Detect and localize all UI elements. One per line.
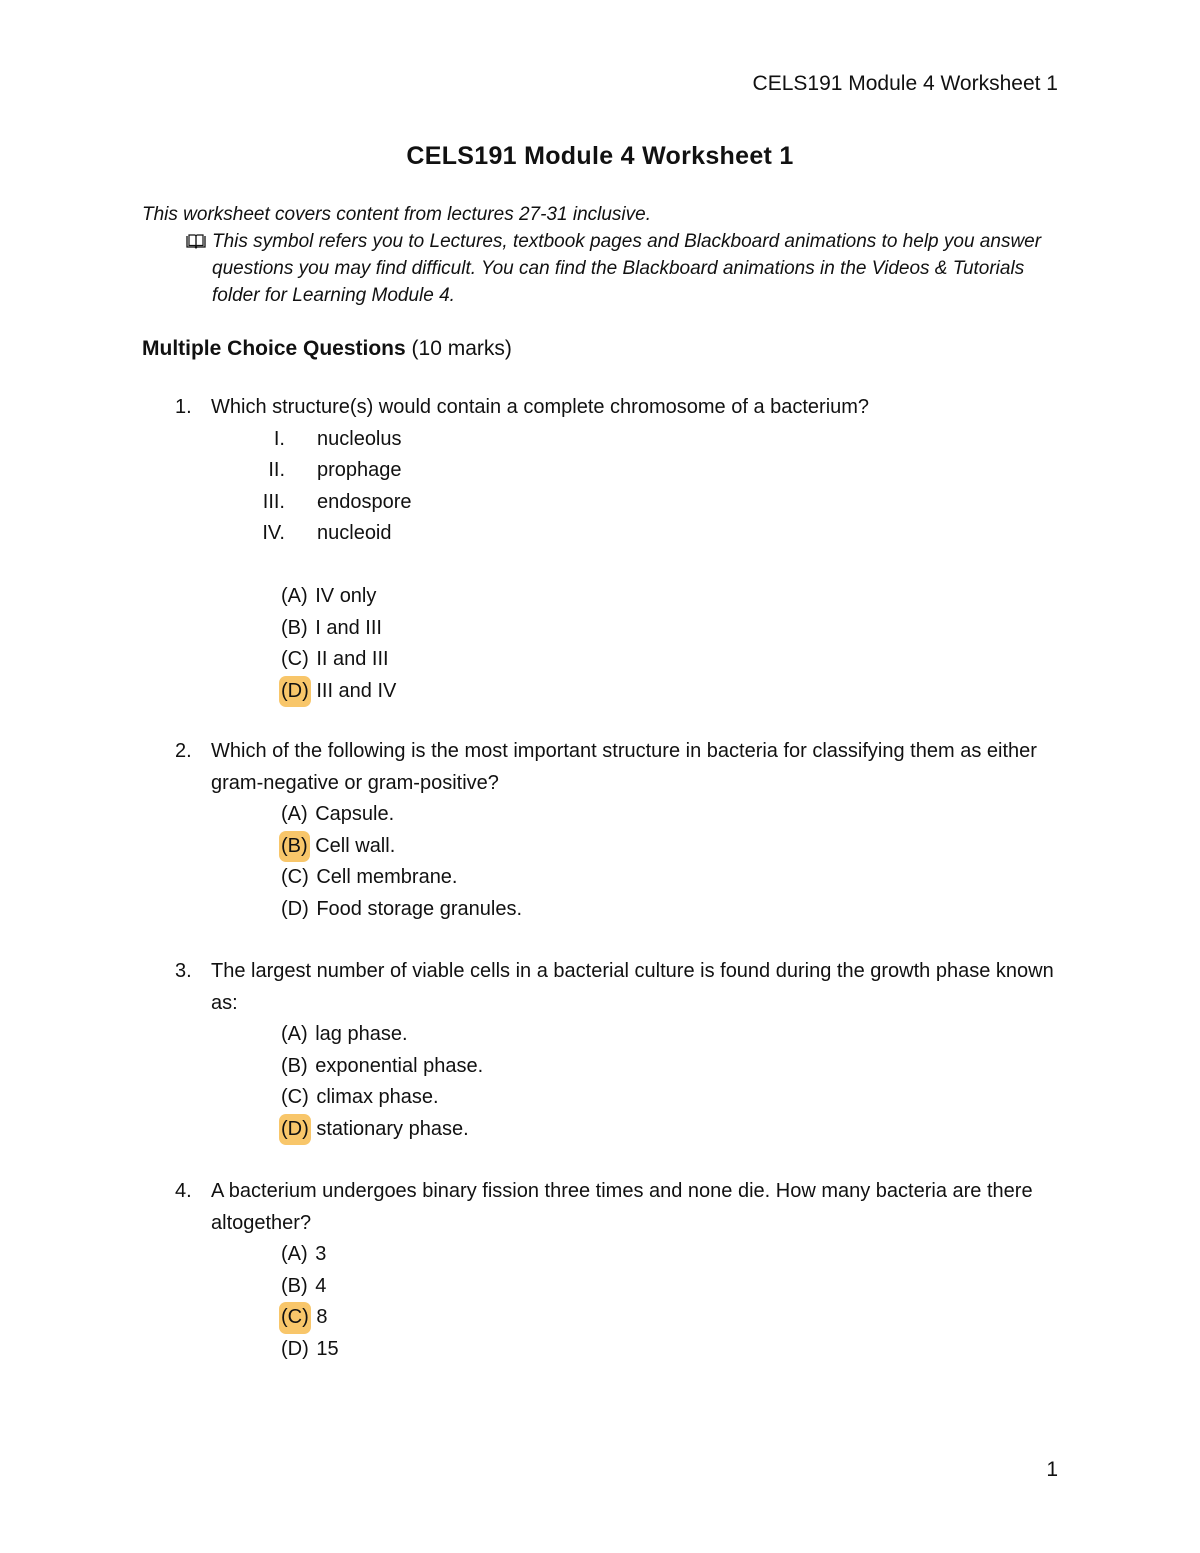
statement-text: nucleoid — [317, 522, 392, 544]
option-letter: (D) — [279, 1114, 311, 1146]
option-letter: (B) — [281, 1274, 308, 1297]
answer-option — [281, 1019, 1075, 1051]
answer-option — [281, 799, 1075, 831]
question-number: 3. — [175, 960, 192, 982]
option-letter: (C) — [281, 866, 309, 888]
question-text: A bacterium undergoes binary fission three times and none die. How many bacteria are there altogether? — [211, 1180, 1033, 1234]
option-text: 3 — [315, 1243, 327, 1265]
answer-option — [281, 831, 1075, 863]
question-number: 1. — [175, 396, 192, 418]
statement-number: I. — [273, 427, 285, 450]
option-letter: (C) — [281, 648, 309, 670]
option-text: Food storage granules. — [316, 897, 523, 920]
option-letter: (A) — [281, 1023, 308, 1045]
answer-option — [281, 1334, 1075, 1366]
statement-item — [175, 424, 1075, 456]
answer-option — [281, 1271, 1075, 1303]
answer-option — [281, 862, 1075, 894]
section-marks: (10 marks) — [411, 337, 512, 360]
question-text: Which structure(s) would contain a complete chromosome of a bacterium? — [211, 396, 870, 418]
option-letter: (C) — [279, 1302, 311, 1334]
statement-list — [175, 424, 1075, 550]
statement-number: IV. — [262, 522, 285, 544]
intro-note — [142, 228, 1062, 309]
question-number: 2. — [175, 740, 192, 762]
answer-option — [281, 1051, 1075, 1083]
option-letter: (C) — [281, 1086, 309, 1108]
question-text: Which of the following is the most important structure in bacteria for classifying them as either gram-negative or gram-positive? — [211, 740, 1037, 794]
option-text: stationary phase. — [316, 1117, 469, 1140]
statement-text: nucleolus — [317, 427, 402, 450]
answer-options — [281, 1239, 1075, 1365]
statement-item — [175, 487, 1075, 519]
option-text: 15 — [316, 1337, 339, 1360]
open-book-icon — [186, 234, 206, 249]
statement-text: endospore — [317, 490, 412, 513]
option-letter: (B) — [281, 1054, 308, 1077]
option-letter: (B) — [279, 831, 310, 863]
option-text: Cell wall. — [315, 834, 396, 857]
page-title: CELS191 Module 4 Worksheet 1 — [406, 142, 794, 170]
intro-coverage-line: This worksheet covers content from lectures 27-31 inclusive. — [142, 204, 651, 225]
page-number: 1 — [1046, 1458, 1058, 1481]
answer-option — [281, 581, 1075, 613]
question-text: The largest number of viable cells in a bacterial culture is found during the growth phase known as: — [211, 960, 1054, 1014]
running-header: CELS191 Module 4 Worksheet 1 — [752, 72, 1058, 95]
intro-note-text: This symbol refers you to Lectures, textbook pages and Blackboard animations to help you answer questions you may find difficult. You can find the Blackboard animations in the Videos & Tutorials folder for Learning Module 4. — [212, 231, 1042, 306]
option-text: lag phase. — [315, 1023, 408, 1045]
statement-item — [175, 518, 1075, 550]
option-text: IV only — [315, 585, 377, 607]
option-text: 8 — [316, 1306, 328, 1328]
option-text: 4 — [315, 1274, 327, 1297]
answer-option — [281, 644, 1075, 676]
answer-options — [281, 799, 1075, 925]
intro-block — [142, 201, 1062, 309]
option-text: Cell membrane. — [316, 866, 458, 888]
option-letter: (D) — [279, 676, 311, 708]
answer-option — [281, 1114, 1075, 1146]
answer-option — [281, 1082, 1075, 1114]
option-letter: (D) — [281, 897, 309, 920]
option-text: I and III — [315, 616, 382, 639]
answer-options — [281, 581, 1075, 707]
answer-option — [281, 1302, 1075, 1334]
statement-number: II. — [268, 459, 285, 481]
answer-option — [281, 613, 1075, 645]
option-letter: (A) — [281, 1243, 308, 1265]
section-heading — [142, 337, 512, 361]
question-4 — [175, 1176, 1075, 1365]
option-letter: (A) — [281, 803, 308, 825]
option-letter: (D) — [281, 1337, 309, 1360]
question-2 — [175, 736, 1075, 925]
section-heading-label: Multiple Choice Questions — [142, 337, 406, 360]
option-letter: (A) — [281, 585, 308, 607]
answer-option — [281, 894, 1075, 926]
statement-item — [175, 455, 1075, 487]
statement-number: III. — [262, 490, 285, 513]
option-text: climax phase. — [316, 1086, 439, 1108]
answer-option — [281, 676, 1075, 708]
option-letter: (B) — [281, 616, 308, 639]
answer-options — [281, 1019, 1075, 1145]
question-number: 4. — [175, 1180, 192, 1202]
question-1 — [175, 392, 1075, 707]
option-text: Capsule. — [315, 803, 395, 825]
option-text: III and IV — [316, 679, 397, 702]
statement-text: prophage — [317, 459, 402, 481]
question-3 — [175, 956, 1075, 1145]
answer-option — [281, 1239, 1075, 1271]
option-text: exponential phase. — [315, 1054, 484, 1077]
option-text: II and III — [316, 648, 389, 670]
